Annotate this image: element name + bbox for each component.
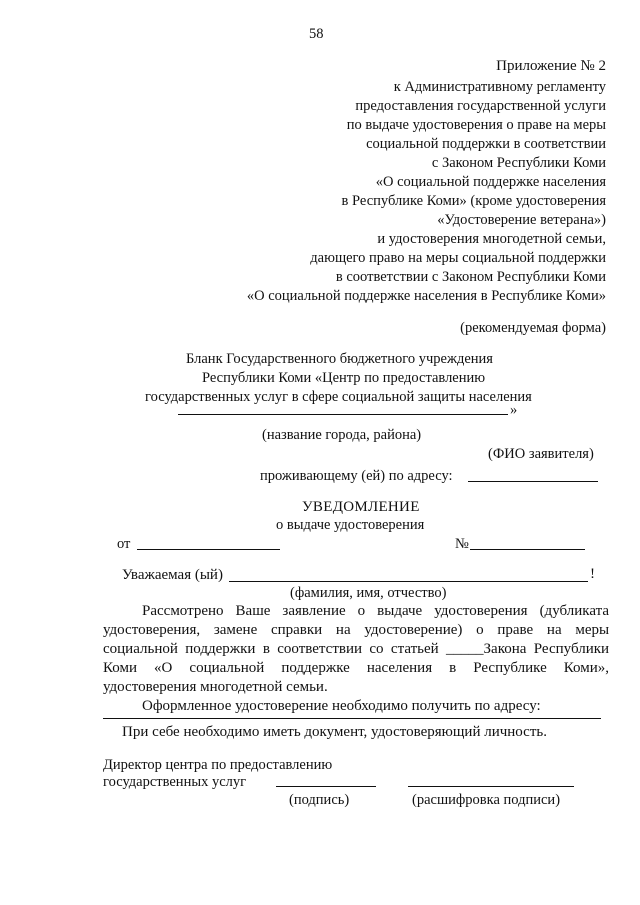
name-blank-line: [229, 581, 588, 582]
body-line-3: [103, 642, 609, 657]
appendix-line: в соответствии с Законом Республики Коми: [335, 269, 606, 285]
body-line-4: [103, 661, 609, 676]
appendix-line: «Удостоверение ветерана»): [437, 212, 606, 228]
appendix-line: к Административному регламенту: [393, 79, 606, 95]
word: в: [262, 641, 270, 657]
word: статьей: [390, 641, 439, 657]
pickup-address-blank-line: [103, 718, 601, 719]
word: социальной: [189, 660, 265, 676]
number-blank-line: [470, 549, 585, 550]
word: социальной: [103, 641, 178, 657]
word: населения: [366, 660, 433, 676]
word: о: [357, 603, 366, 619]
decode-caption: (расшифровка подписи): [412, 792, 561, 808]
word: заявление: [282, 603, 346, 619]
word: поддержке: [281, 660, 350, 676]
word: удостоверение): [364, 622, 463, 638]
page-number: 58: [309, 26, 324, 42]
pickup-address-label: Оформленное удостоверение необходимо получить по адресу:: [142, 698, 541, 714]
word: Республики: [533, 641, 610, 657]
word: поддержки: [185, 641, 256, 657]
address-blank-line: [468, 481, 598, 482]
appendix-line: с Законом Республики Коми: [431, 155, 606, 171]
word: справки: [270, 622, 323, 638]
word: замене: [213, 622, 258, 638]
letterhead-line: Республики Коми «Центр по предоставлению: [202, 370, 486, 386]
notice-subtitle: о выдаче удостоверения: [276, 517, 425, 533]
appendix-line: в Республике Коми» (кроме удостоверения: [341, 193, 606, 209]
word: удостоверения,: [103, 622, 201, 638]
appendix-line: «О социальной поддержке населения: [375, 174, 606, 190]
director-title-line-1: Директор центра по предоставлению: [103, 757, 333, 773]
appendix-line: по выдаче удостоверения о праве на меры: [346, 117, 606, 133]
word: Ваше: [235, 603, 271, 619]
exclamation-mark: !: [590, 566, 595, 582]
word: на: [335, 622, 351, 638]
word: в: [449, 660, 457, 676]
word: удостоверения: [434, 603, 528, 619]
word: со: [369, 641, 384, 657]
body-line-1: [142, 604, 609, 619]
word: на: [546, 622, 562, 638]
word: Коми»,: [563, 660, 610, 676]
appendix-line: Приложение № 2: [496, 58, 606, 74]
letterhead-line: Бланк Государственного бюджетного учреждения: [186, 351, 493, 367]
signature-caption: (подпись): [289, 792, 350, 808]
name-caption: (фамилия, имя, отчество): [290, 585, 447, 601]
word: меры: [575, 622, 610, 638]
word: _____Закона: [446, 641, 527, 657]
word: соответствии: [277, 641, 363, 657]
director-title-line-2: государственных услуг: [103, 774, 247, 790]
applicant-fio-caption: (ФИО заявителя): [488, 446, 594, 462]
salutation-label: Уважаемая (ый): [122, 567, 223, 583]
address-label: проживающему (ей) по адресу:: [260, 468, 453, 484]
appendix-line: и удостоверения многодетной семьи,: [377, 231, 606, 247]
date-label: от: [117, 536, 131, 552]
date-blank-line: [137, 549, 280, 550]
decode-blank-line: [408, 786, 574, 787]
city-caption: (название города, района): [262, 427, 422, 443]
quote-close: »: [510, 402, 518, 418]
word: Рассмотрено: [142, 603, 224, 619]
document-note: При себе необходимо иметь документ, удостоверяющий личность.: [122, 724, 547, 740]
number-label: №: [455, 536, 469, 552]
appendix-line: дающего право на меры социальной поддержки: [310, 250, 606, 266]
word: Коми: [103, 660, 137, 676]
appendix-line: предоставления государственной услуги: [355, 98, 606, 114]
body-line-5: удостоверения многодетной семьи.: [103, 679, 328, 695]
word: «О: [154, 660, 173, 676]
form-note: (рекомендуемая форма): [460, 320, 606, 336]
body-line-2: [103, 623, 609, 638]
letterhead-line: государственных услуг в сфере социальной защиты населения: [145, 389, 532, 405]
signature-blank-line: [276, 786, 376, 787]
notice-title: УВЕДОМЛЕНИЕ: [302, 499, 420, 515]
word: о: [476, 622, 484, 638]
word: Республике: [473, 660, 547, 676]
appendix-line: «О социальной поддержке населения в Республике Коми»: [246, 288, 606, 304]
word: (дубликата: [539, 603, 609, 619]
word: выдаче: [377, 603, 423, 619]
appendix-line: социальной поддержки в соответствии: [366, 136, 606, 152]
city-blank-line: [178, 414, 508, 415]
word: праве: [497, 622, 534, 638]
